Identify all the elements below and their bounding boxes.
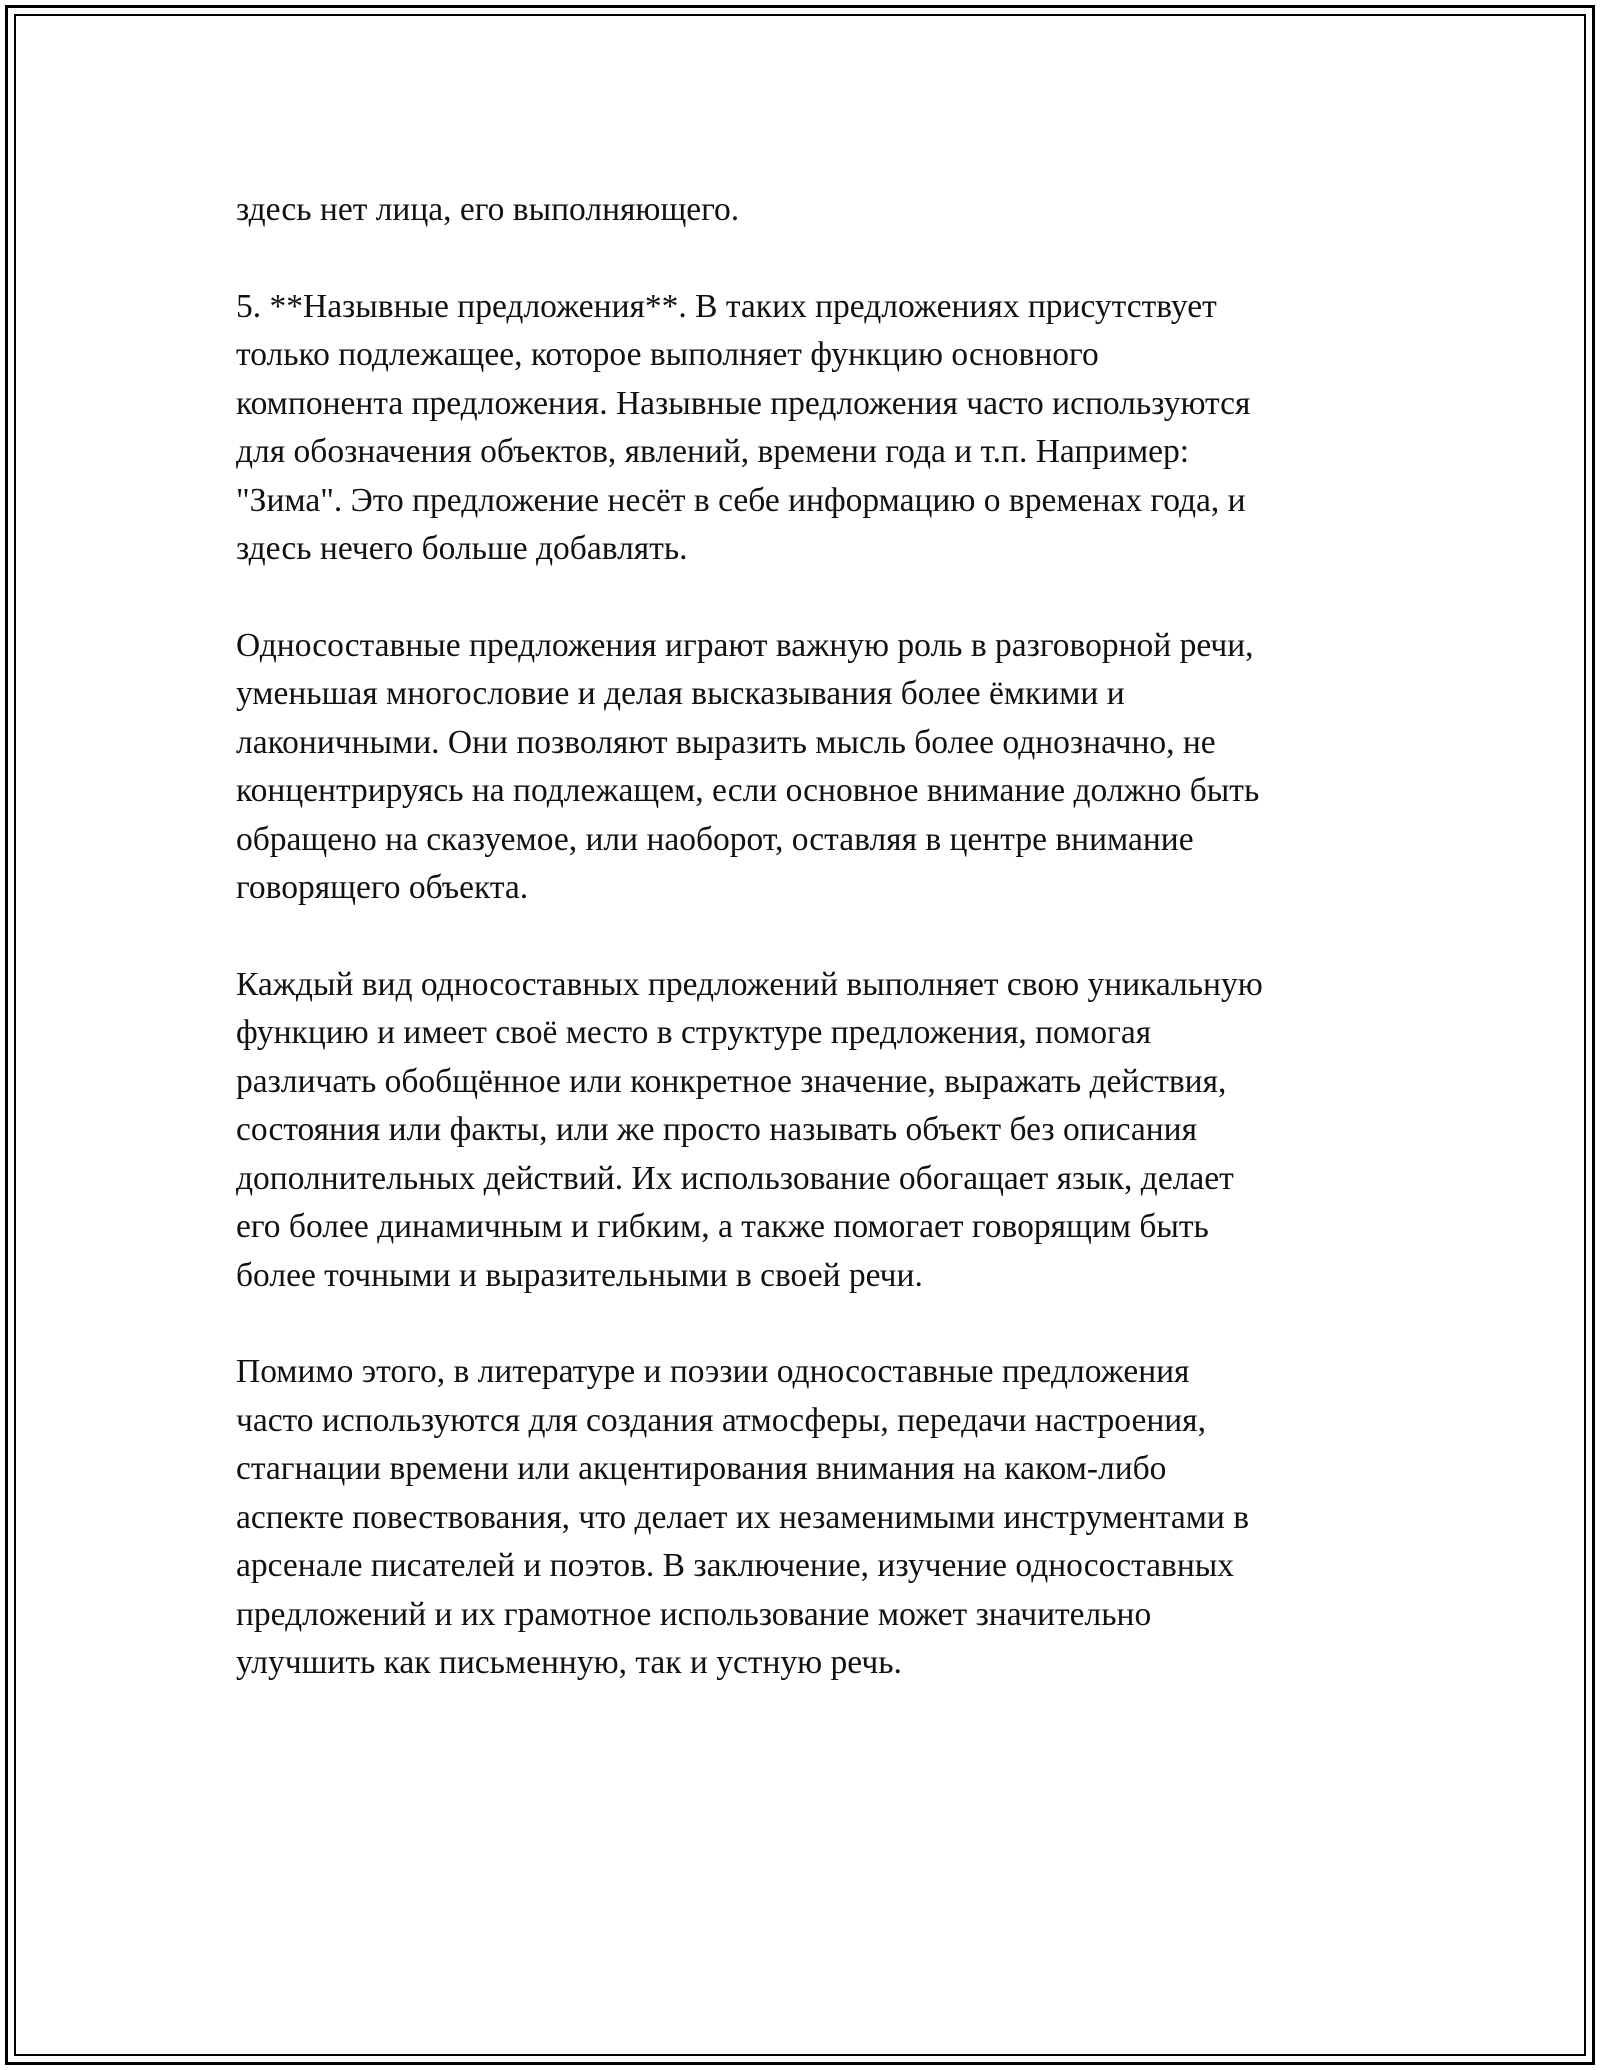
paragraph-continuation: здесь нет лица, его выполняющего.	[236, 191, 740, 228]
document-body	[236, 186, 1376, 1736]
paragraph-function-of-types: Каждый вид односоставных предложений выполняет свою уникальную функцию и имеет своё место в структуре предложения, помогая различать обобщённое или конкретное значение, выражать действия, состояния или факты, или же просто называть объект без описания дополнительных действий. Их использование обогащает язык, делает его более динамичным и гибким, а также помогает говорящим быть более точными и выразительными в своей речи.	[236, 965, 1263, 1294]
paragraph-literature-poetry: Помимо этого, в литературе и поэзии односоставные предложения часто используются для создания атмосферы, передачи настроения, стагнации времени или акцентирования внимания на каком-либо аспекте повествования, что делает их незаменимыми инструментами в арсенале писателей и поэтов. В заключение, изучение односоставных предложений и их грамотное использование может значительно улучшить как письменную, так и устную речь.	[236, 1353, 1250, 1681]
paragraph-role-in-speech: Односоставные предложения играют важную роль в разговорной речи, уменьшая многословие и делая высказывания более ёмкими и лаконичными. Они позволяют выразить мысль более однозначно, не концентрируясь на подлежащем, если основное внимание должно быть обращено на сказуемое, или наоборот, оставляя в центре внимание говорящего объекта.	[236, 626, 1260, 906]
paragraph-nominative-sentences: 5. **Назывные предложения**. В таких предложениях присутствует только подлежащее, которое выполняет функцию основного компонента предложения. Назывные предложения часто используются для обозначения объектов, явлений, времени года и т.п. Например: "Зима". Это предложение несёт в себе информацию о временах года, и здесь нечего больше добавлять.	[236, 287, 1251, 567]
